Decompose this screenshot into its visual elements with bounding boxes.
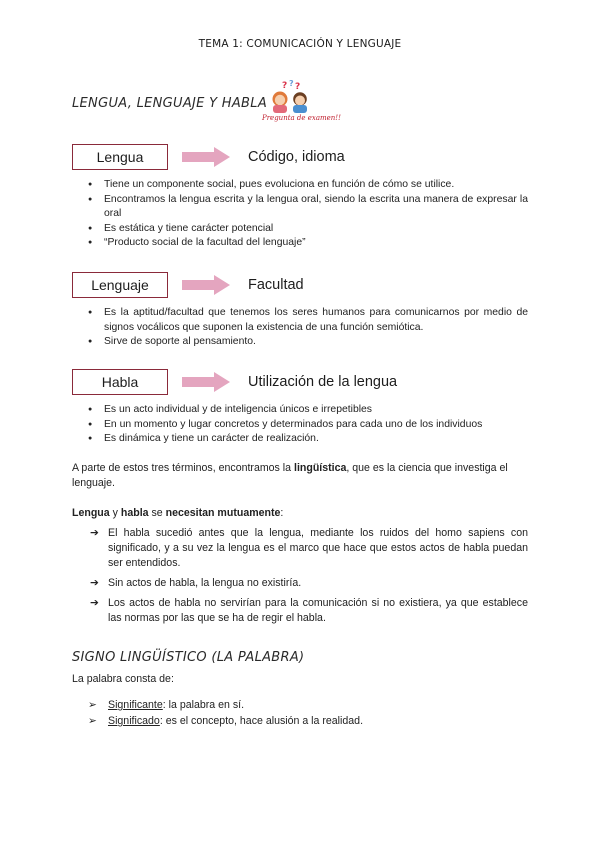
arrowhead-bullet-icon: ➢ bbox=[88, 699, 97, 711]
term-box-lengua: Lengua bbox=[72, 144, 168, 170]
list-item: ➔ Sin actos de habla, la lengua no existiría. bbox=[90, 577, 302, 589]
arrow-bullet-icon: ➔ bbox=[90, 527, 99, 539]
two-kids-question-icon bbox=[262, 78, 326, 114]
arrow-right-icon bbox=[182, 372, 230, 392]
list-item: ● Es dinámica y tiene un carácter de realización. bbox=[88, 432, 528, 447]
significado-term: Significado bbox=[108, 715, 160, 727]
svg-text:?: ? bbox=[282, 81, 288, 91]
list-item: ● Encontramos la lengua escrita y la lengua oral, siendo la escrita una manera de expresar la oral bbox=[88, 193, 528, 222]
svg-text:?: ? bbox=[295, 82, 301, 92]
linguistics-paragraph: A parte de estos tres términos, encontramos la lingüística, que es la ciencia que investiga el lenguaje. bbox=[72, 462, 508, 489]
arrowhead-bullet-icon: ➢ bbox=[88, 715, 97, 727]
term-meaning-lengua: Código, idioma bbox=[248, 149, 345, 165]
exam-question-label: Pregunta de examen!! bbox=[262, 114, 341, 122]
list-item: ➢ Significante: la palabra en sí. bbox=[88, 699, 245, 711]
significante-term: Significante bbox=[108, 699, 163, 711]
mutual-arrow-list bbox=[90, 526, 528, 631]
svg-text:?: ? bbox=[289, 79, 294, 88]
term-meaning-habla: Utilización de la lengua bbox=[248, 374, 398, 390]
linguistics-term: lingüística bbox=[294, 462, 347, 474]
list-item: ● Es estática y tiene carácter potencial bbox=[88, 222, 528, 237]
arrow-bullet-icon: ➔ bbox=[90, 577, 99, 589]
lengua-bullet-list bbox=[88, 178, 528, 251]
list-item: ● Tiene un componente social, pues evoluciona en función de cómo se utilice. bbox=[88, 178, 528, 193]
mutual-need-heading: Lengua y habla se necesitan mutuamente: bbox=[72, 507, 284, 519]
list-item: ● Es la aptitud/facultad que tenemos los seres humanos para comunicarnos por medio de signos vocálicos que suponen la existencia de una función semiótica. bbox=[88, 306, 528, 335]
exam-question-graphic bbox=[262, 78, 341, 128]
list-item: ➢ Significado: es el concepto, hace alusión a la realidad. bbox=[88, 715, 364, 727]
list-item: ➔ Los actos de habla no servirían para la comunicación si no existiera, ya que establece las normas por las que se ha de regir el habla. bbox=[90, 597, 528, 624]
list-item: ● “Producto social de la facultad del lenguaje” bbox=[88, 236, 528, 251]
list-item: ● En un momento y lugar concretos y determinados para cada uno de los individuos bbox=[88, 418, 528, 433]
term-box-lenguaje: Lenguaje bbox=[72, 272, 168, 298]
habla-bullet-list bbox=[88, 403, 528, 447]
lenguaje-bullet-list bbox=[88, 306, 528, 350]
list-item: ● Es un acto individual y de inteligencia únicos e irrepetibles bbox=[88, 403, 528, 418]
signo-parts-list bbox=[88, 697, 528, 729]
term-box-habla: Habla bbox=[72, 369, 168, 395]
arrow-bullet-icon: ➔ bbox=[90, 597, 99, 609]
list-item: ● Sirve de soporte al pensamiento. bbox=[88, 335, 528, 350]
list-item: ➔ El habla sucedió antes que la lengua, mediante los ruidos del homo sapiens con significado, y a su vez la lengua es el marco que hace que estos actos de habla puedan ser entendidos. bbox=[90, 527, 528, 569]
page-title: TEMA 1: COMUNICACIÓN Y LENGUAJE bbox=[198, 38, 402, 50]
term-meaning-lenguaje: Facultad bbox=[248, 277, 304, 293]
arrow-right-icon bbox=[182, 147, 230, 167]
arrow-right-icon bbox=[182, 275, 230, 295]
section-title-lengua-lenguaje-habla: LENGUA, LENGUAJE Y HABLA bbox=[72, 96, 268, 111]
signo-intro: La palabra consta de: bbox=[72, 673, 174, 685]
section-title-signo-linguistico: SIGNO LINGÜÍSTICO (LA PALABRA) bbox=[72, 650, 305, 665]
